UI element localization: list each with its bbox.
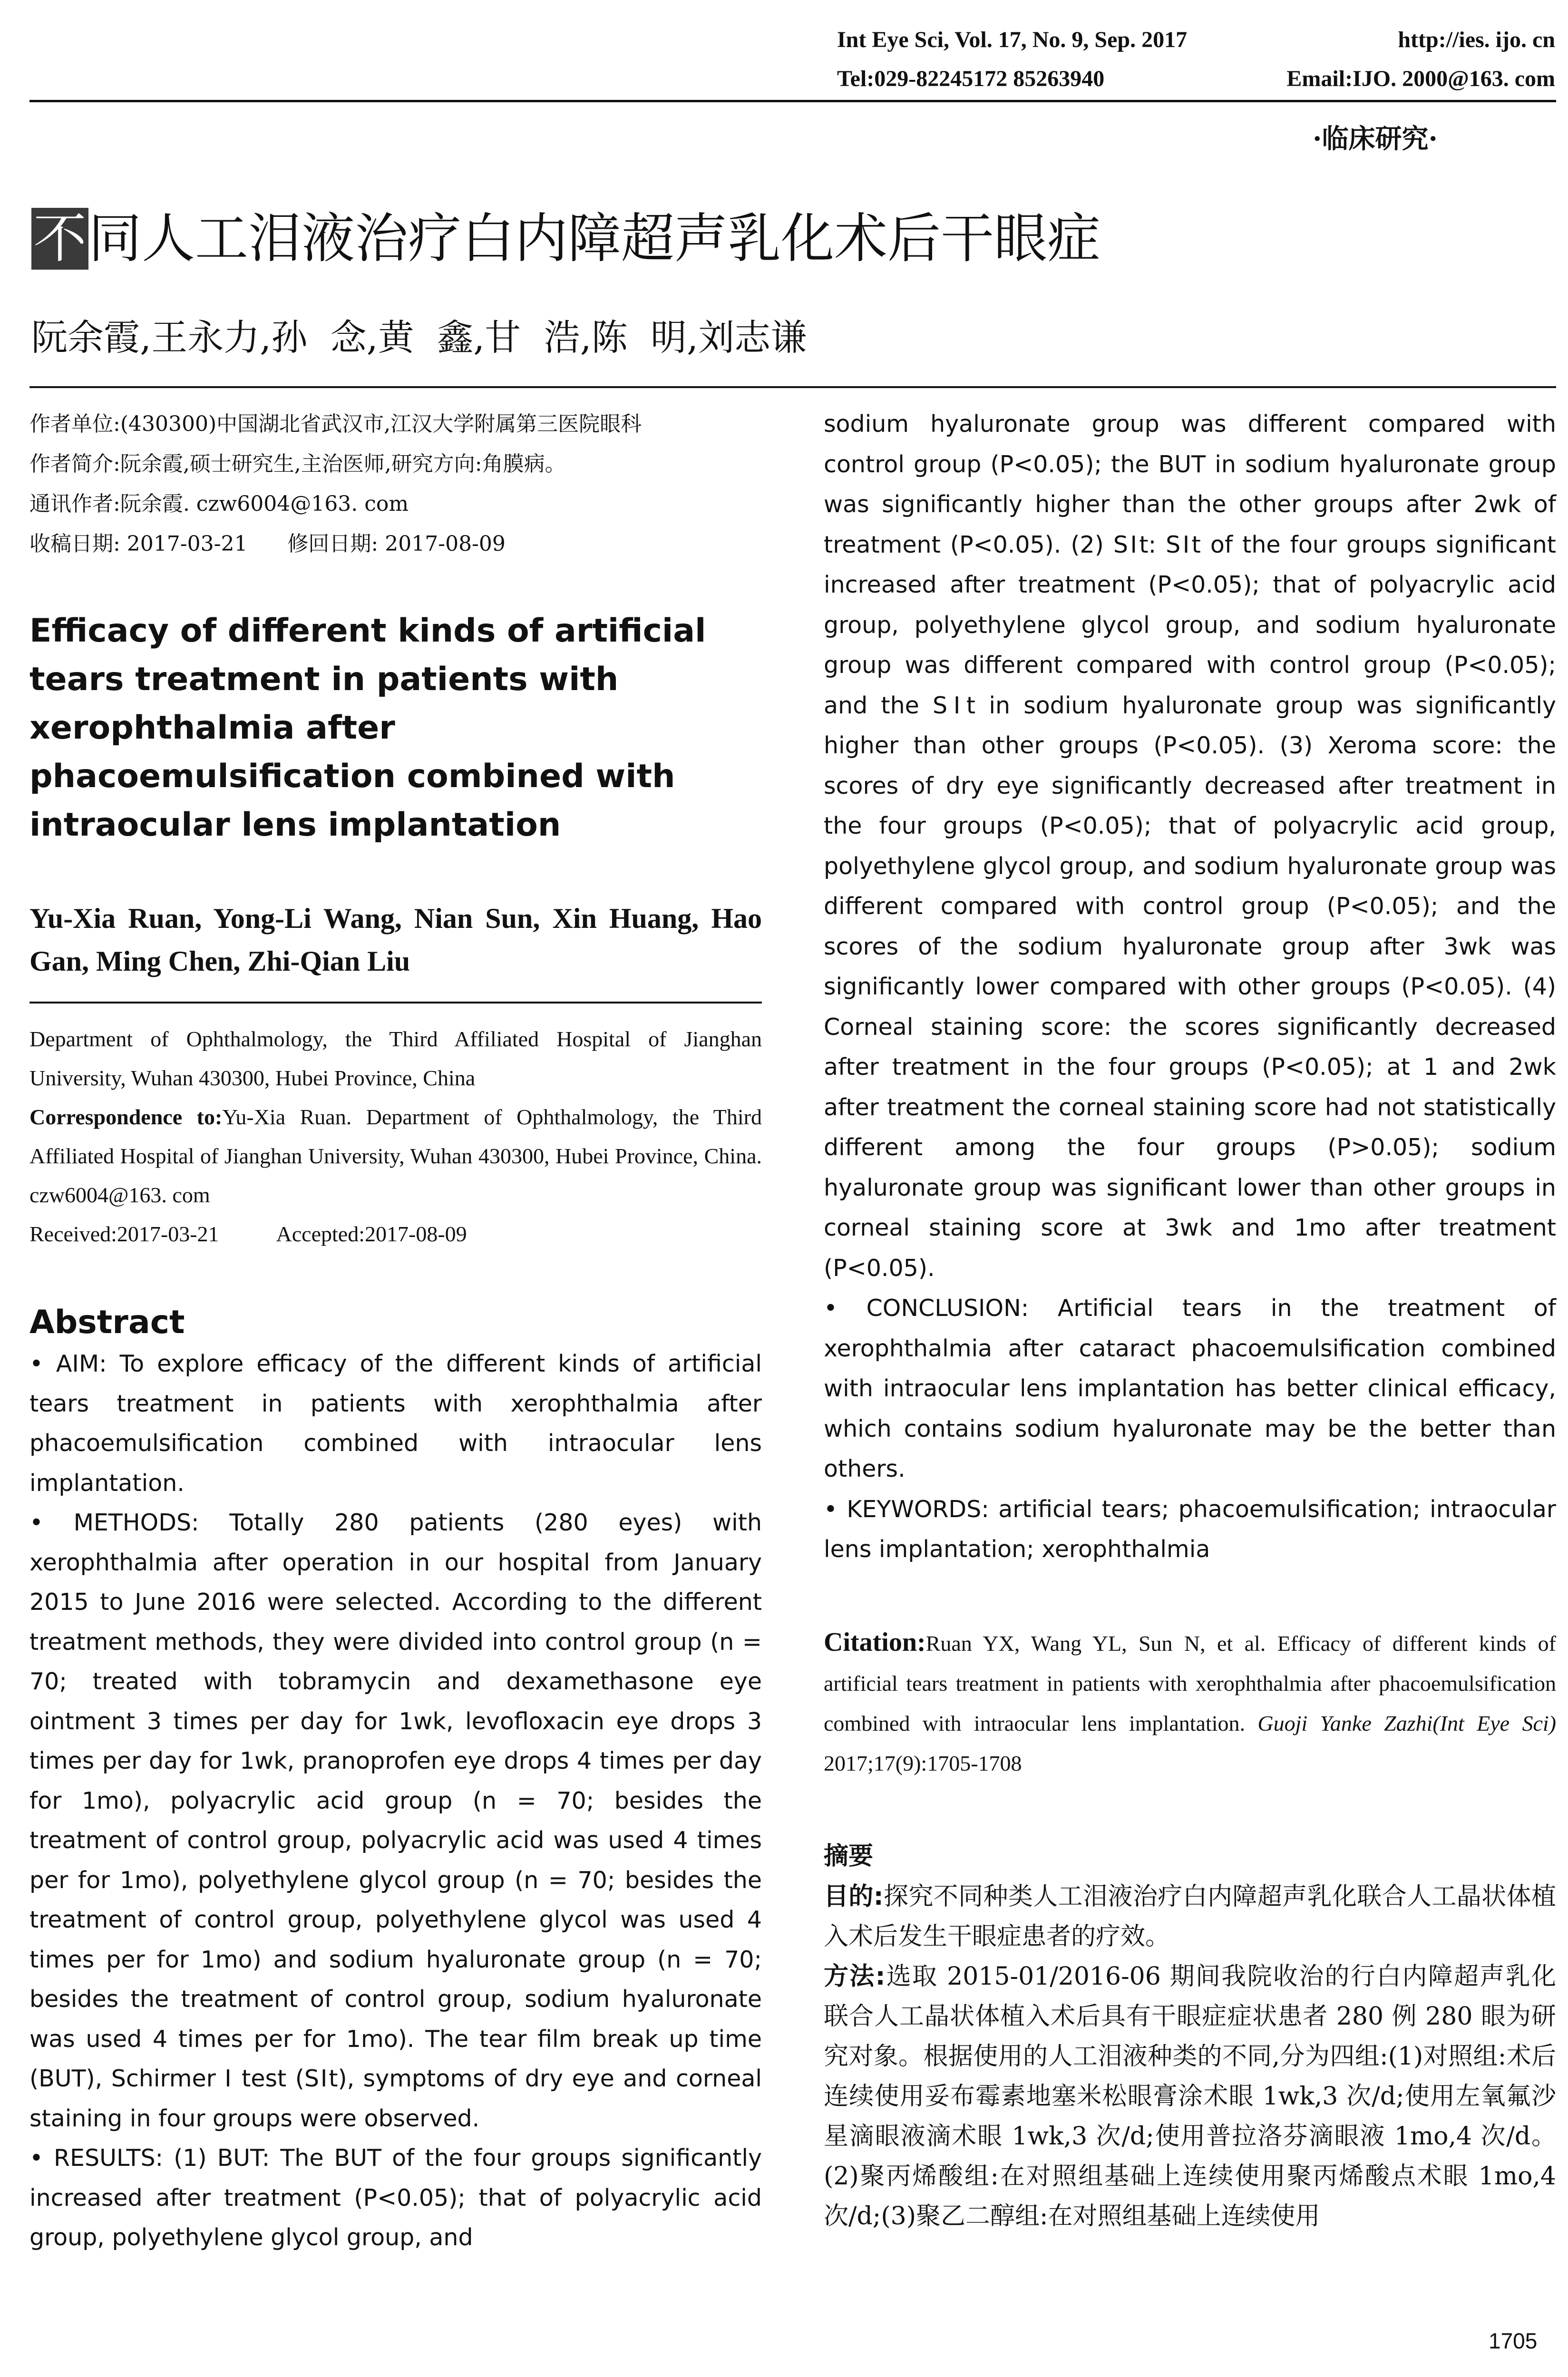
header-rule <box>29 100 1556 102</box>
section-label: ·临床研究· <box>1313 123 1438 155</box>
title-cn <box>31 205 1101 272</box>
citation-journal: Guoji Yanke Zazhi(Int Eye Sci) <box>1257 1711 1556 1735</box>
journal-tel: Tel:029-82245172 85263940 <box>837 66 1105 91</box>
correspondence-label: Correspondence to: <box>29 1105 223 1129</box>
abstract-conclusion <box>824 1288 1556 1490</box>
page-number: 1705 <box>1489 2328 1538 2353</box>
title-rule <box>29 386 1556 388</box>
results-label: • RESULTS: <box>29 2144 164 2172</box>
abstract-aim <box>29 1344 762 1503</box>
received-date: Received:2017-03-21 <box>29 1222 219 1246</box>
right-column <box>824 404 1556 2236</box>
methods-cn-text: 选取 2015-01/2016-06 期间我院收治的行白内障超声乳化联合人工晶状体植入术后具有干眼症症状患者 280 例 280 眼为研究对象。根据使用的人工泪液种类的不同,分为四组:(1)对照组:术后连续使用妥布霉素地塞米松眼膏涂术眼 1wk,3 次/d;使用左氧氟沙星滴眼液滴术眼 1wk,3 次/d;使用普拉洛芬滴眼液 1mo,4 次/d。(2)聚丙烯酸组:在对照组基础上连续使用聚丙烯酸点术眼 1mo,4 次/d;(3)聚乙二醇组:在对照组基础上连续使用 <box>824 1962 1557 2231</box>
department: Department of Ophthalmology, the Third Affiliated Hospital of Jianghan University, Wuhan 430300, Hubei Province, China <box>29 1027 762 1090</box>
citation <box>824 1622 1556 1783</box>
keywords-text: artificial tears; phacoemulsification; intraocular lens implantation; xerophthalmia <box>824 1495 1556 1563</box>
left-column <box>29 404 762 2258</box>
abstract-heading: Abstract <box>29 1304 185 1341</box>
results-text-left: (1) BUT: The BUT of the four groups significantly increased after treatment (P<0.05); that of polyacrylic acid group, polyethylene glycol group, and <box>29 2144 762 2251</box>
aim-cn-text: 探究不同种类人工泪液治疗白内障超声乳化联合人工晶状体植入术后发生干眼症患者的疗效。 <box>824 1882 1556 1951</box>
abstract-keywords <box>824 1490 1556 1570</box>
conclusion-label: • CONCLUSION: <box>824 1295 1029 1322</box>
authors-cn: 阮余霞,王永力,孙 念,黄 鑫,甘 浩,陈 明,刘志谦 <box>31 316 807 359</box>
authors-rule <box>29 1002 762 1003</box>
abstract-cn-body <box>824 1877 1556 2236</box>
info-line: 通讯作者:阮余霞. czw6004@163. com <box>29 492 409 516</box>
info-line: 作者单位:(430300)中国湖北省武汉市,江汉大学附属第三医院眼科 <box>29 412 642 436</box>
aim-cn-label: 目的: <box>824 1882 884 1911</box>
info-line: 作者简介:阮余霞,硕士研究生,主治医师,研究方向:角膜病。 <box>29 452 566 476</box>
dates-en <box>29 1215 762 1254</box>
authors-en: Yu-Xia Ruan, Yong-Li Wang, Nian Sun, Xin Huang, Hao Gan, Ming Chen, Zhi-Qian Liu <box>29 903 762 977</box>
citation-text: Ruan YX, Wang YL, Sun N, et al. Efficacy of different kinds of artificial tears treatment in patients with xerophthalmia after phacoemulsification combined with intraocular lens implantation. <box>824 1631 1556 1735</box>
abstract-cn-methods <box>824 1957 1556 2236</box>
info-line: 收稿日期: 2017-03-21 修回日期: 2017-08-09 <box>29 532 506 556</box>
citation-label: Citation: <box>824 1627 926 1657</box>
correspondence <box>29 1098 762 1215</box>
aim-label: • AIM: <box>29 1350 107 1377</box>
keywords-label: • KEYWORDS: <box>824 1495 989 1523</box>
journal-line: Int Eye Sci, Vol. 17, No. 9, Sep. 2017 <box>837 27 1188 52</box>
abstract-body-continued <box>824 404 1556 1570</box>
author-info-cn <box>29 404 762 564</box>
aim-text: To explore efficacy of the different kinds of artificial tears treatment in patients with xerophthalmia after phacoemulsification combined with intraocular lens implantation. <box>29 1350 762 1497</box>
accepted-date: Accepted:2017-08-09 <box>276 1222 467 1246</box>
correspondence-text: Yu-Xia Ruan. Department of Ophthalmology, the Third Affiliated Hospital of Jianghan University, Wuhan 430300, Hubei Province, China. czw6004@163. com <box>29 1105 762 1207</box>
abstract-cn-heading: 摘要 <box>824 1841 874 1870</box>
title-mark: 不 <box>31 208 88 270</box>
methods-text: Totally 280 patients (280 eyes) with xerophthalmia after operation in our hospital from January 2015 to June 2016 were selected. According to the different treatment methods, they were divided into control group (n = 70; treated with tobramycin and dexamethasone eye ointment 3 times per day for 1wk, levofloxacin eye drops 3 times per day for 1wk, pranoprofen eye drops 4 times per day for 1mo), polyacrylic acid group (n = 70; besides the treatment of control group, polyacrylic acid was used 4 times per for 1mo), polyethylene glycol group (n = 70; besides the treatment of control group, polyethylene glycol was used 4 times per for 1mo) and sodium hyaluronate group (n = 70; besides the treatment of control group, sodium hyaluronate was used 4 times per for 1mo). The tear film break up time (BUT), Schirmer Ⅰ test (SⅠt), symptoms of dry eye and corneal staining in four groups were observed. <box>29 1509 762 2132</box>
conclusion-text: Artificial tears in the treatment of xerophthalmia after cataract phacoemulsification combined with intraocular lens implantation has better clinical efficacy, which contains sodium hyaluronate may be the better than others. <box>824 1295 1556 1482</box>
journal-url[interactable]: http://ies. ijo. cn <box>1398 27 1555 52</box>
journal-email[interactable]: Email:IJO. 2000@163. com <box>1286 66 1555 91</box>
results-text-right: sodium hyaluronate group was different compared with control group (P<0.05); the BUT in sodium hyaluronate group was significantly higher than the other groups after 2wk of treatment (P<0.05). (2) SⅠt: SⅠt of the four groups significant increased after treatment (P<0.05); that of polyacrylic acid group, polyethylene glycol group, and sodium hyaluronate group was different compared with control group (P<0.05); and the SⅠt in sodium hyaluronate group was significantly higher than other groups (P<0.05). (3) Xeroma score: the scores of dry eye significantly decreased after treatment in the four groups (P<0.05); that of polyacrylic acid group, polyethylene glycol group, and sodium hyaluronate group was different compared with control group (P<0.05); and the scores of the sodium hyaluronate group after 3wk was significantly lower compared with other groups (P<0.05). (4) Corneal staining score: the scores significantly decreased after treatment in the four groups (P<0.05); at 1 and 2wk after treatment the corneal staining score had not statistically different among the four groups (P>0.05); sodium hyaluronate group was significant lower than other groups in corneal staining score at 3wk and 1mo after treatment (P<0.05). <box>824 410 1556 1282</box>
abstract-methods <box>29 1503 762 2138</box>
abstract-body <box>29 1344 762 2258</box>
abstract-cn-aim <box>824 1877 1556 1957</box>
methods-label: • METHODS: <box>29 1509 199 1536</box>
affiliation-en <box>29 1020 762 1254</box>
title-en: Efficacy of different kinds of artificial tears treatment in patients with xerophthalmia after phacoemulsification combined with intraocular lens implantation <box>29 612 706 844</box>
methods-cn-label: 方法: <box>824 1962 886 1991</box>
abstract-results-start <box>29 2138 762 2258</box>
citation-ref: 2017;17(9):1705-1708 <box>824 1751 1022 1775</box>
title-text: 同人工泪液治疗白内障超声乳化术后干眼症 <box>88 208 1101 270</box>
